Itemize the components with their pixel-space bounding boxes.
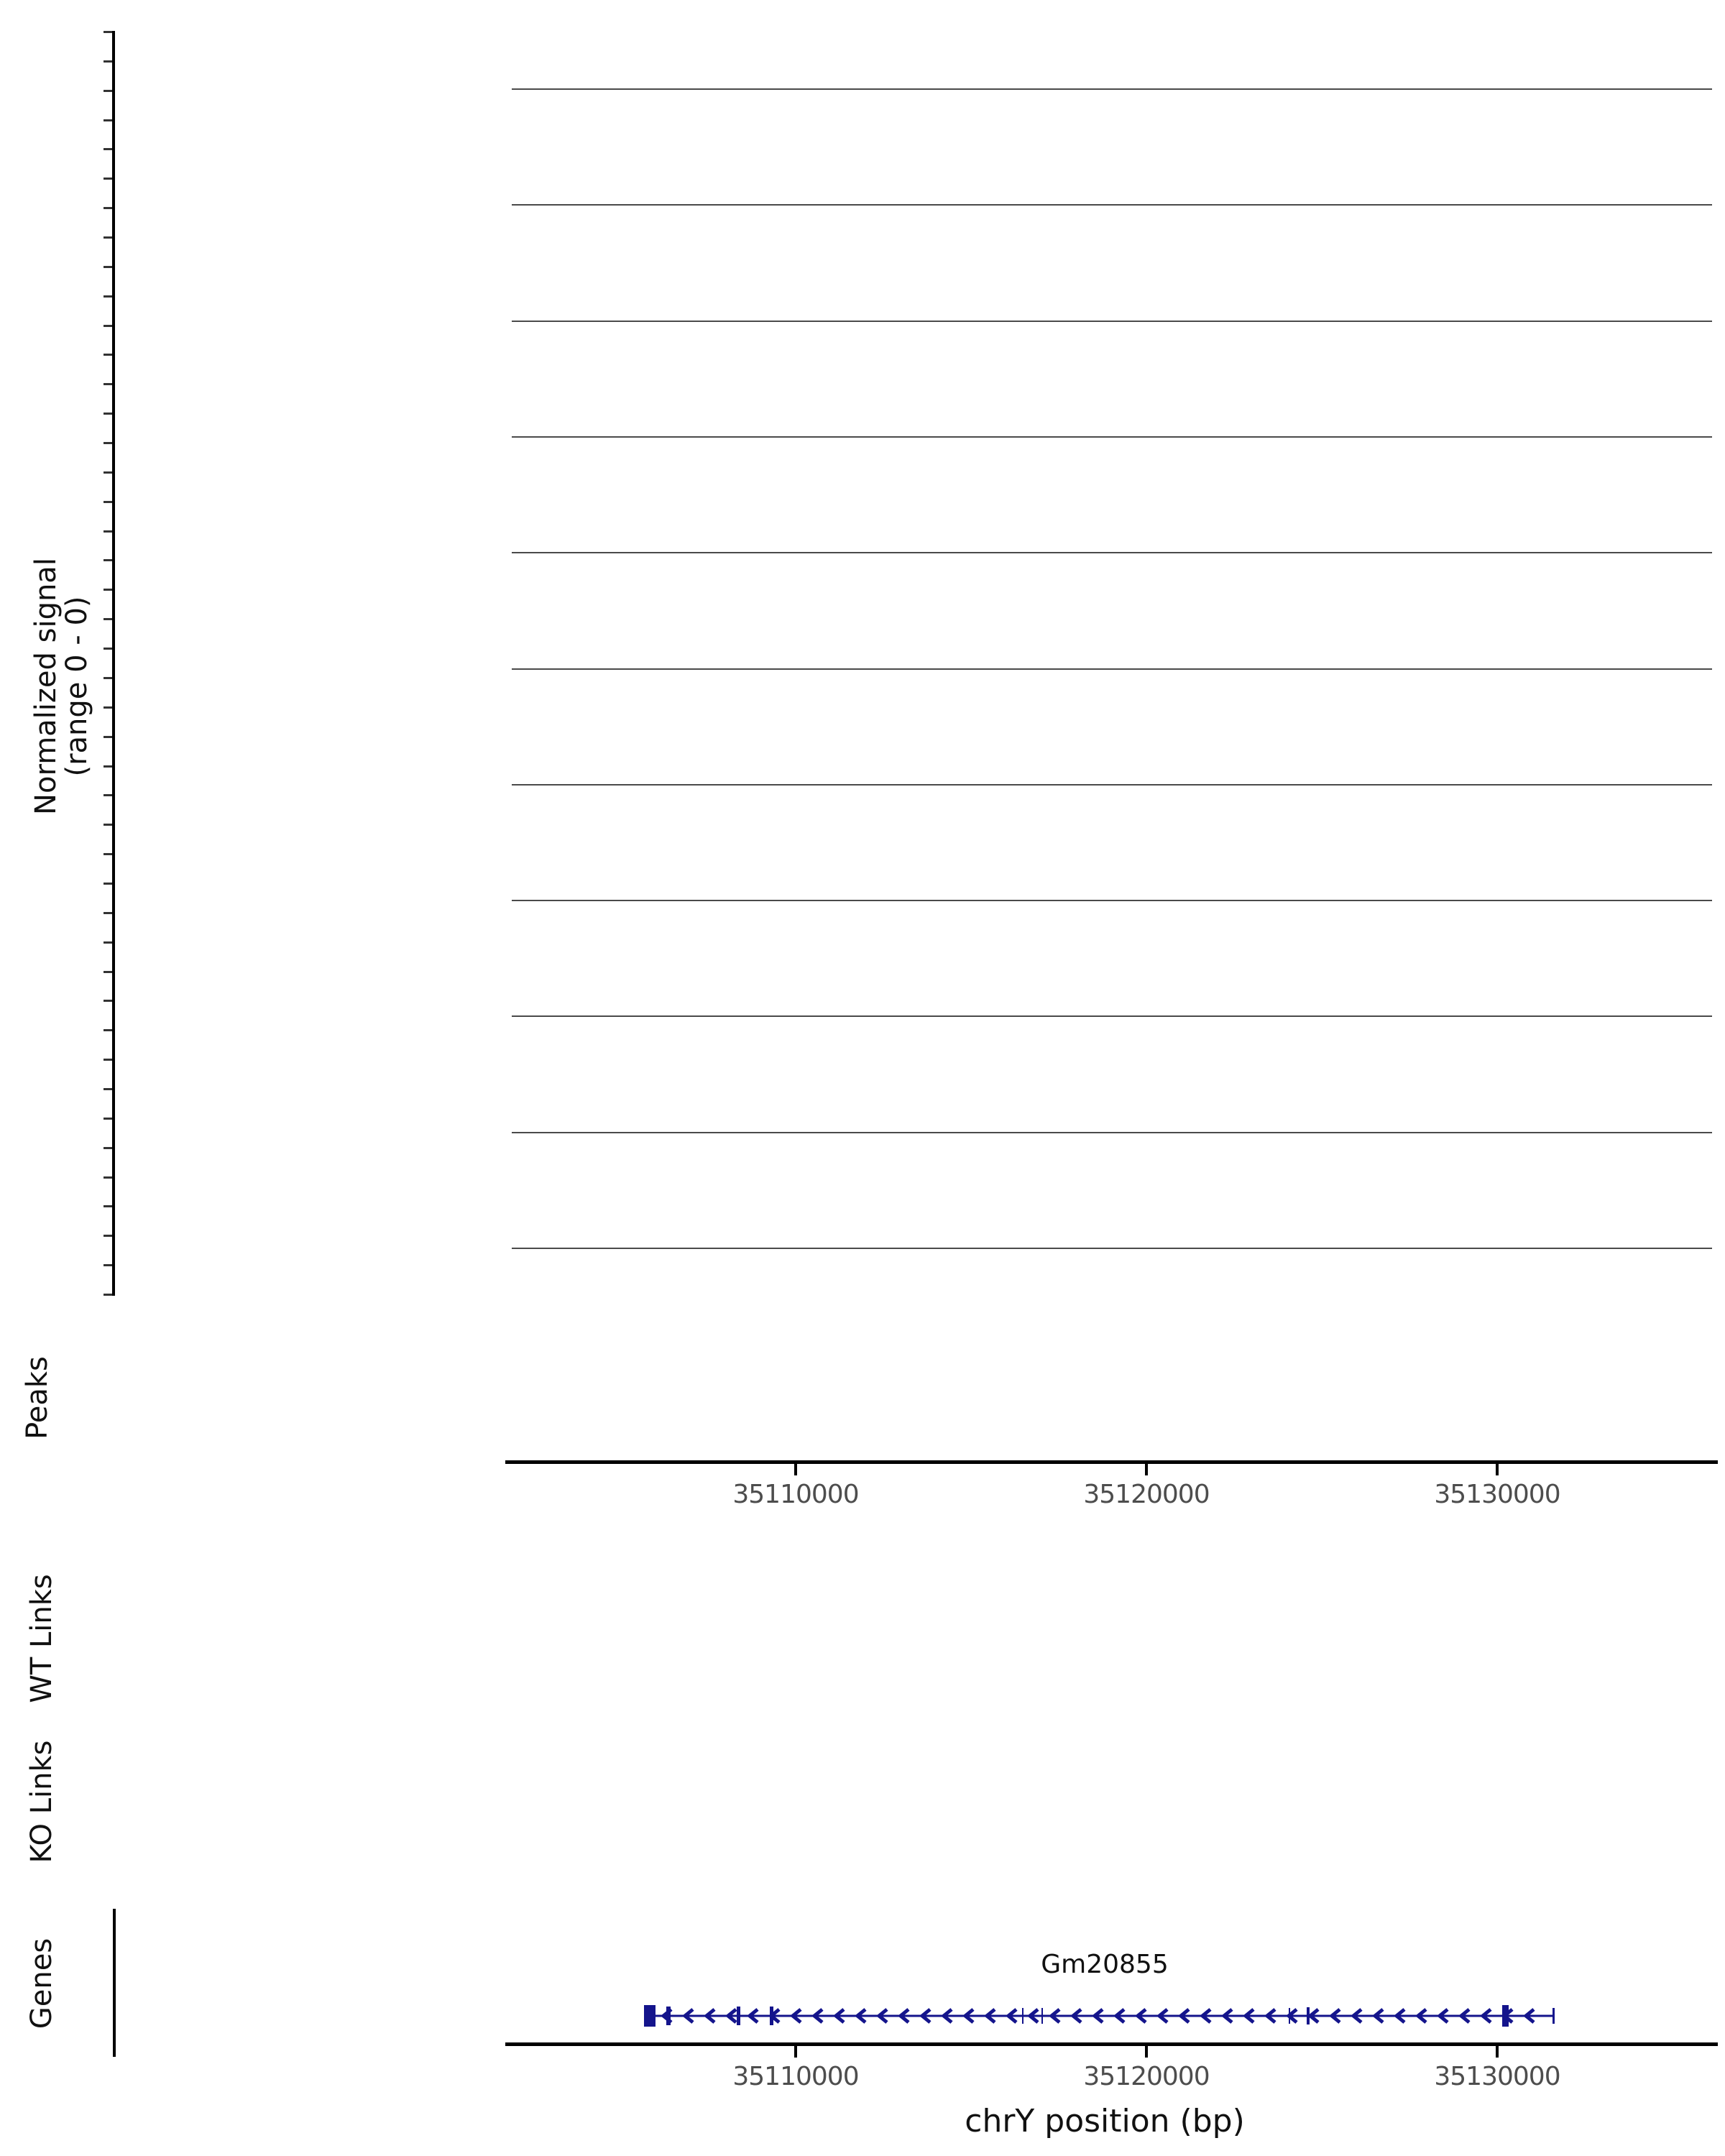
- signal-y-axis-tick: [104, 1118, 112, 1120]
- signal-y-axis-tick: [104, 148, 112, 150]
- track-signal-line: [512, 204, 1712, 206]
- signal-y-axis-tick: [104, 1294, 112, 1296]
- track-signal-line: [512, 668, 1712, 670]
- gene-exon-mark: [1041, 2008, 1043, 2024]
- peaks-axis-tick-label: 35110000: [732, 1480, 859, 1509]
- signal-y-axis-tick: [104, 883, 112, 885]
- section-label-ko-links: KO Links: [25, 1740, 58, 1864]
- track-signal-line: [512, 1015, 1712, 1017]
- signal-y-axis-tick: [104, 60, 112, 63]
- signal-y-axis-tick: [104, 442, 112, 444]
- signal-y-axis-tick: [104, 90, 112, 92]
- signal-y-axis-tick: [104, 31, 112, 33]
- signal-y-axis-tick: [104, 677, 112, 679]
- section-label-genes: Genes: [25, 1938, 58, 2030]
- signal-y-axis-tick: [104, 824, 112, 826]
- signal-y-axis-tick: [104, 912, 112, 914]
- peaks-axis-line: [505, 1460, 1718, 1464]
- signal-y-axis-tick: [104, 383, 112, 385]
- position-axis-tick-label: 35120000: [1083, 2062, 1210, 2091]
- signal-y-axis-tick: [104, 648, 112, 650]
- position-axis-tick-label: 35110000: [732, 2062, 859, 2091]
- peaks-axis-tick: [1496, 1464, 1499, 1475]
- signal-y-axis-tick: [104, 530, 112, 533]
- signal-y-axis-tick: [104, 325, 112, 327]
- gene-name-label: Gm20855: [1041, 1950, 1169, 1979]
- signal-y-axis-tick: [104, 853, 112, 855]
- signal-y-axis-tick: [104, 1059, 112, 1061]
- signal-y-axis-tick: [104, 471, 112, 474]
- signal-y-axis-tick: [104, 706, 112, 709]
- signal-y-axis-tick: [104, 589, 112, 591]
- signal-y-axis-tick: [104, 794, 112, 796]
- peaks-axis-tick-label: 35130000: [1434, 1480, 1560, 1509]
- y-axis-title-line1: Normalized signal: [29, 558, 63, 815]
- signal-y-axis-tick: [104, 501, 112, 503]
- signal-y-axis-tick: [104, 1088, 112, 1090]
- track-signal-line: [512, 1132, 1712, 1133]
- signal-y-axis-tick: [104, 1205, 112, 1207]
- signal-y-axis-tick: [104, 178, 112, 180]
- signal-y-axis-tick: [104, 559, 112, 561]
- track-signal-line: [512, 436, 1712, 438]
- track-signal-line: [512, 900, 1712, 901]
- section-label-peaks: Peaks: [21, 1356, 54, 1439]
- signal-y-axis-tick: [104, 236, 112, 239]
- track-signal-line: [512, 552, 1712, 553]
- y-axis-title-line2: (range 0 - 0): [60, 596, 93, 777]
- track-signal-line: [512, 321, 1712, 322]
- position-axis-tick: [1496, 2046, 1499, 2058]
- signal-y-axis-tick: [104, 1176, 112, 1179]
- signal-y-axis-tick: [104, 1235, 112, 1237]
- signal-y-axis-tick: [104, 1000, 112, 1002]
- signal-y-axis-tick: [104, 736, 112, 738]
- gene-exon-mark: [737, 2007, 740, 2025]
- signal-y-axis-tick: [104, 618, 112, 620]
- signal-y-axis-tick: [104, 207, 112, 209]
- signal-y-axis-line: [112, 31, 115, 1296]
- gene-exon-mark: [644, 2005, 656, 2027]
- x-axis-title: chrY position (bp): [965, 2103, 1245, 2139]
- signal-y-axis-tick: [104, 1264, 112, 1266]
- signal-y-axis-tick: [104, 765, 112, 768]
- position-axis-tick-label: 35130000: [1434, 2062, 1560, 2091]
- signal-y-axis-tick: [104, 971, 112, 973]
- signal-y-axis-tick: [104, 941, 112, 944]
- signal-y-axis-tick: [104, 354, 112, 356]
- peaks-axis-tick-label: 35120000: [1083, 1480, 1210, 1509]
- track-signal-line: [512, 1248, 1712, 1249]
- track-signal-line: [512, 784, 1712, 786]
- signal-y-axis-tick: [104, 1029, 112, 1031]
- signal-y-axis-tick: [104, 295, 112, 298]
- section-label-wt-links: WT Links: [25, 1574, 58, 1703]
- signal-y-axis-tick: [104, 1147, 112, 1149]
- y-axis-title: [27, 464, 96, 909]
- signal-y-axis-tick: [104, 413, 112, 415]
- track-signal-line: [512, 88, 1712, 90]
- gene-exon-mark: [1022, 2008, 1024, 2024]
- gene-exon-mark: [1552, 2008, 1555, 2024]
- position-axis-tick: [1145, 2046, 1148, 2058]
- peaks-axis-tick: [794, 1464, 797, 1475]
- signal-y-axis-tick: [104, 266, 112, 268]
- peaks-axis-tick: [1145, 1464, 1148, 1475]
- signal-y-axis-tick: [104, 119, 112, 121]
- position-axis-tick: [794, 2046, 797, 2058]
- position-axis-line: [505, 2042, 1718, 2046]
